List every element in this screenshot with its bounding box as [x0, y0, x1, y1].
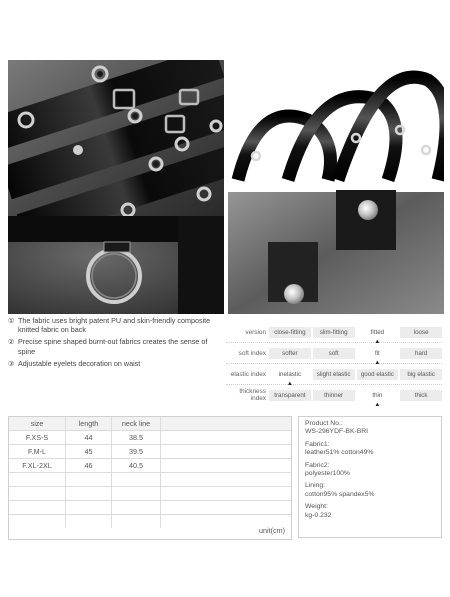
feature-list [8, 316, 220, 410]
index-option: hard [400, 348, 442, 359]
index-option-text: thin [372, 391, 383, 399]
photo-o-ring [8, 216, 224, 314]
table-row-empty [9, 515, 291, 528]
index-option-selected [357, 390, 399, 408]
index-option-selected [357, 327, 399, 345]
index-option: good elastic [357, 369, 399, 380]
index-option: thinner [313, 390, 355, 401]
index-option-text: fit [374, 349, 380, 357]
index-option: close-fitting [269, 327, 311, 338]
fit-index-table [226, 322, 442, 408]
product-number-value: WS-296YDF-BK-BRI [305, 428, 369, 436]
fabric1-label: Fabric1: [305, 440, 330, 448]
photo-eyelet-straps [8, 60, 224, 216]
index-option-selected [357, 348, 399, 366]
fabric2-label: Fabric2: [305, 461, 330, 469]
fabric2-value: polyester100% [305, 470, 350, 478]
index-option: loose [400, 327, 442, 338]
selected-arrow-icon: ▲ [374, 338, 381, 345]
header-neck-line: neck line [112, 417, 161, 430]
lining-block [305, 482, 435, 499]
size-chart [8, 416, 292, 540]
product-info-panel [298, 416, 442, 538]
table-cell: 44 [66, 431, 112, 444]
index-option: big elastic [400, 369, 442, 380]
table-cell: 39.5 [112, 445, 161, 458]
table-cell: F.XL-2XL [9, 459, 66, 472]
feature-item [8, 316, 220, 334]
selected-arrow-icon: ▲ [374, 401, 381, 408]
feature-number: ② [8, 337, 15, 347]
table-row-empty [9, 473, 291, 487]
fabric1-block [305, 441, 435, 458]
feature-text: Precise spine shaped burnt-out fabrics creates the sense of spine [18, 337, 208, 356]
index-label: version [245, 328, 266, 336]
index-option: soft [313, 348, 355, 359]
unit-label: unit(cm) [259, 526, 285, 535]
fabric1-value: leather51% cotton49% [305, 449, 374, 457]
lining-value: cotton95% spandex5% [305, 490, 375, 498]
product-number-label: Product No.: [305, 420, 343, 427]
header-length: length [66, 417, 112, 430]
table-row [9, 431, 291, 445]
index-option-text: fitted [370, 328, 385, 336]
index-option: softer [269, 348, 311, 359]
selected-arrow-icon: ▲ [374, 359, 381, 366]
table-cell: 45 [66, 445, 112, 458]
table-cell: 40.5 [112, 459, 161, 472]
photo-snap-buttons [228, 182, 444, 314]
table-cell: 46 [66, 459, 112, 472]
table-row [9, 459, 291, 473]
weight-block [305, 503, 435, 520]
feature-item [8, 337, 220, 355]
weight-label: Weight: [305, 503, 328, 511]
index-option: transparent [269, 390, 311, 401]
index-option: thick [400, 390, 442, 401]
index-option-text: inelastic [278, 370, 302, 378]
feature-item [8, 359, 220, 368]
lining-label: Lining: [305, 482, 326, 490]
header-size: size [9, 417, 66, 430]
index-row-soft [226, 343, 442, 364]
product-number-block [305, 420, 435, 437]
size-chart-header [9, 417, 291, 431]
index-row-version [226, 322, 442, 343]
table-cell: F.XS-S [9, 431, 66, 444]
table-cell: 38.5 [112, 431, 161, 444]
index-option: slight elastic [313, 369, 355, 380]
index-option-selected [269, 369, 311, 387]
index-row-thickness [226, 385, 442, 408]
index-option: slim-fitting [313, 327, 355, 338]
index-row-elastic [226, 364, 442, 385]
index-label: soft index [238, 349, 266, 357]
index-label: thickness index [239, 388, 266, 402]
table-row-empty [9, 487, 291, 501]
selected-arrow-icon: ▲ [286, 380, 293, 387]
photo-patent-straps [228, 60, 444, 182]
feature-text: The fabric uses bright patent PU and skin-friendly composite knitted fabric on back [18, 316, 211, 335]
fabric2-block [305, 462, 435, 479]
index-label: elastic index [230, 370, 266, 378]
table-cell: F.M-L [9, 445, 66, 458]
feature-text: Adjustable eyelets decoration on waist [18, 358, 141, 368]
feature-number: ① [8, 316, 15, 325]
feature-number: ③ [8, 358, 15, 368]
weight-value: kg-0.232 [305, 511, 332, 519]
table-row-empty [9, 501, 291, 515]
table-row [9, 445, 291, 459]
